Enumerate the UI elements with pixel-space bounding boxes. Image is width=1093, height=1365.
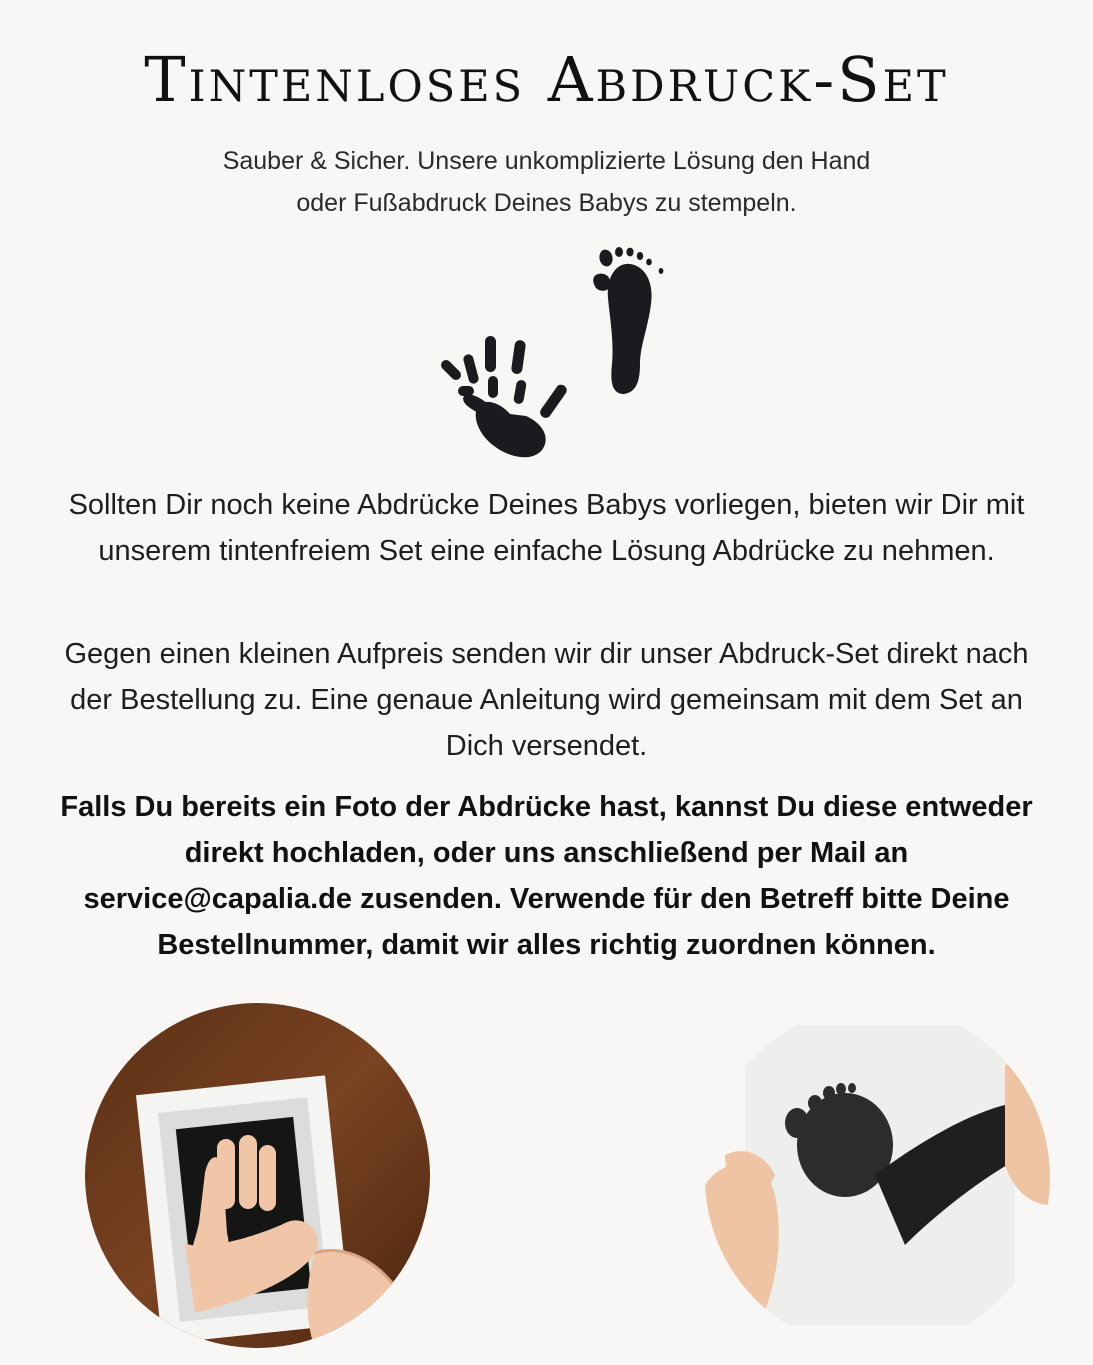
intro-paragraph: Sollten Dir noch keine Abdrücke Deines Babys vorliegen, bieten wir Dir mit unserem tintenfreiem Set eine einfache Lösung Abdrücke zu nehmen. [68, 489, 1025, 567]
baby-foot-photo [705, 1005, 1050, 1350]
surcharge-paragraph: Gegen einen kleinen Aufpreis senden wir dir unser Abdruck-Set direkt nach der Bestellung zu. Eine genaue Anleitung wird gemeinsam mit dem Set an Dich versendet. [64, 638, 1029, 762]
subtitle-line-1: Sauber & Sicher. Unsere unkomplizierte Lösung den Hand [222, 147, 871, 175]
handprint-icon [440, 336, 569, 457]
baby-hand-photo [85, 1003, 430, 1348]
upload-paragraph: Falls Du bereits ein Foto der Abdrücke hast, kannst Du diese entweder direkt hochladen, oder uns anschließend per Mail an service@capalia.de zusenden. Verwende für den Betreff bitte Deine Bestellnummer, damit wir alles richtig zuordnen können. [60, 791, 1033, 961]
page-title: Tintenloses Abdruck-Set [144, 43, 949, 116]
subtitle [100, 140, 993, 224]
footprint-icon [593, 247, 663, 394]
subtitle-line-2: oder Fußabdruck Deines Babys zu stempeln. [296, 189, 797, 217]
baby-prints-illustration [440, 236, 680, 468]
